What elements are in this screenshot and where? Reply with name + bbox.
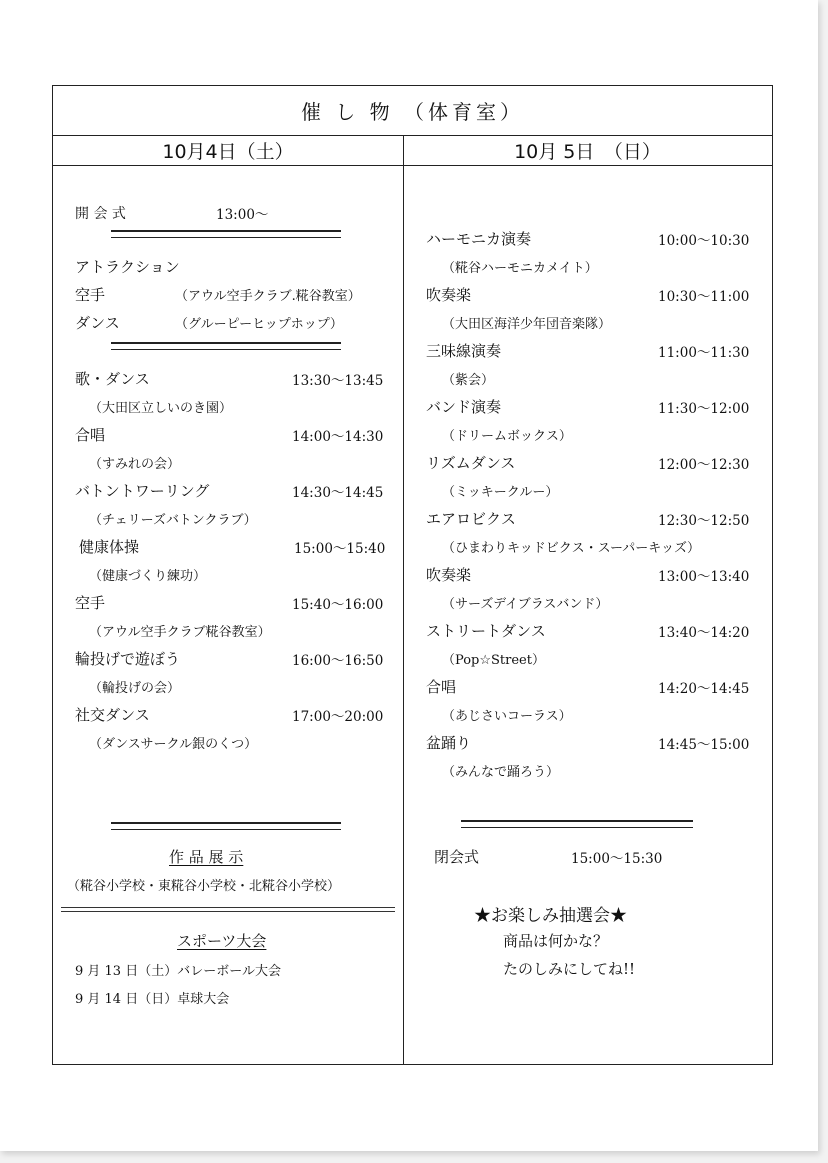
section-rule bbox=[61, 907, 395, 912]
event-group: （輪投げの会） bbox=[89, 681, 181, 696]
event-group: （ひまわりキッドビクス・スーパーキッズ） bbox=[442, 541, 701, 556]
event-time: 11:00〜11:30 bbox=[658, 345, 750, 361]
page-title: 催 し 物 （体育室） bbox=[53, 86, 772, 136]
event-group: （みんなで踊ろう） bbox=[442, 765, 560, 780]
event-group: （大田区立しいのき園） bbox=[89, 401, 233, 416]
event-time: 14:00〜14:30 bbox=[292, 429, 384, 445]
event-group: （すみれの会） bbox=[89, 457, 181, 472]
program-table bbox=[52, 85, 773, 1065]
event-name: 盆踊り bbox=[426, 734, 472, 752]
event-time: 11:30〜12:00 bbox=[658, 401, 750, 417]
event-group: （チェリーズバトンクラブ） bbox=[89, 513, 257, 528]
attraction-heading: アトラクション bbox=[75, 258, 180, 276]
event-group: （Pop☆Street） bbox=[442, 653, 545, 668]
event-time: 15:40〜16:00 bbox=[292, 597, 384, 613]
lottery-title: ★お楽しみ抽選会★ bbox=[474, 906, 627, 926]
closing-time: 15:00〜15:30 bbox=[571, 851, 663, 867]
event-time: 13:40〜14:20 bbox=[658, 625, 750, 641]
event-name: バトントワーリング bbox=[75, 482, 210, 500]
event-name: エアロビクス bbox=[426, 510, 516, 528]
exhibit-heading: 作 品 展 示 bbox=[169, 848, 244, 866]
event-time: 14:45〜15:00 bbox=[658, 737, 750, 753]
event-name: 輪投げで遊ぼう bbox=[75, 650, 181, 668]
sports-item: 9 月 13 日（土）バレーボール大会 bbox=[75, 964, 281, 979]
event-group: （サーズデイブラスバンド） bbox=[442, 597, 609, 612]
event-name: バンド演奏 bbox=[426, 398, 502, 416]
lottery-line-2: たのしみにしてね!! bbox=[503, 960, 636, 978]
event-time: 10:30〜11:00 bbox=[658, 289, 750, 305]
attraction-item-group: （アウル空手クラブ.糀谷教室） bbox=[175, 289, 361, 304]
lottery-line-1: 商品は何かな？ bbox=[503, 932, 609, 950]
event-name: 吹奏楽 bbox=[426, 566, 472, 584]
column-divider bbox=[403, 135, 404, 1064]
event-time: 16:00〜16:50 bbox=[292, 653, 384, 669]
day1-date: 10月4日（土） bbox=[162, 140, 294, 163]
opening-label: 開 会 式 bbox=[75, 206, 126, 222]
event-group: （ダンスサークル銀のくつ） bbox=[89, 737, 258, 752]
event-time: 13:00〜13:40 bbox=[658, 569, 750, 585]
event-time: 12:30〜12:50 bbox=[658, 513, 750, 529]
event-time: 10:00〜10:30 bbox=[658, 233, 750, 249]
event-group: （アウル空手クラブ糀谷教室） bbox=[89, 625, 271, 640]
event-group: （ミッキークルー） bbox=[442, 485, 559, 500]
attraction-item-group: （グルーピーヒップホップ） bbox=[175, 317, 343, 332]
event-time: 15:00〜15:40 bbox=[294, 541, 386, 557]
event-time: 14:20〜14:45 bbox=[658, 681, 750, 697]
event-name: 健康体操 bbox=[79, 538, 140, 556]
event-group: （糀谷ハーモニカメイト） bbox=[442, 261, 598, 276]
event-time: 13:30〜13:45 bbox=[292, 373, 384, 389]
event-name: ストリートダンス bbox=[426, 622, 546, 640]
event-name: ハーモニカ演奏 bbox=[426, 230, 532, 248]
sports-heading: スポーツ大会 bbox=[177, 932, 267, 950]
event-time: 14:30〜14:45 bbox=[292, 485, 384, 501]
event-group: （あじさいコーラス） bbox=[442, 709, 572, 724]
exhibit-detail: （糀谷小学校・東糀谷小学校・北糀谷小学校） bbox=[67, 879, 341, 894]
double-rule bbox=[461, 820, 693, 828]
double-rule bbox=[111, 822, 341, 830]
sports-item: 9 月 14 日（日）卓球大会 bbox=[75, 992, 230, 1007]
event-name: 空手 bbox=[75, 594, 106, 612]
event-group: （大田区海洋少年団音楽隊） bbox=[442, 317, 612, 332]
event-group: （紫会） bbox=[442, 373, 495, 388]
event-name: 吹奏楽 bbox=[426, 286, 472, 304]
date-header-row bbox=[53, 135, 772, 166]
event-group: （健康づくり練功） bbox=[89, 569, 207, 584]
event-time: 12:00〜12:30 bbox=[658, 457, 750, 473]
event-group: （ドリームボックス） bbox=[442, 429, 572, 444]
event-name: 合唱 bbox=[426, 678, 457, 696]
event-name: 合唱 bbox=[75, 426, 106, 444]
event-name: リズムダンス bbox=[426, 454, 516, 472]
attraction-item-label: 空手 bbox=[75, 286, 106, 304]
event-name: 三味線演奏 bbox=[426, 342, 502, 360]
event-time: 17:00〜20:00 bbox=[292, 709, 384, 725]
opening-time: 13:00〜 bbox=[216, 207, 269, 223]
event-name: 社交ダンス bbox=[75, 706, 150, 724]
event-name: 歌・ダンス bbox=[75, 370, 150, 388]
closing-label: 閉会式 bbox=[434, 848, 480, 866]
attraction-item-label: ダンス bbox=[75, 314, 120, 332]
double-rule bbox=[111, 342, 341, 350]
double-rule bbox=[111, 230, 341, 238]
day2-date: 10月 5日 （日） bbox=[514, 140, 661, 163]
